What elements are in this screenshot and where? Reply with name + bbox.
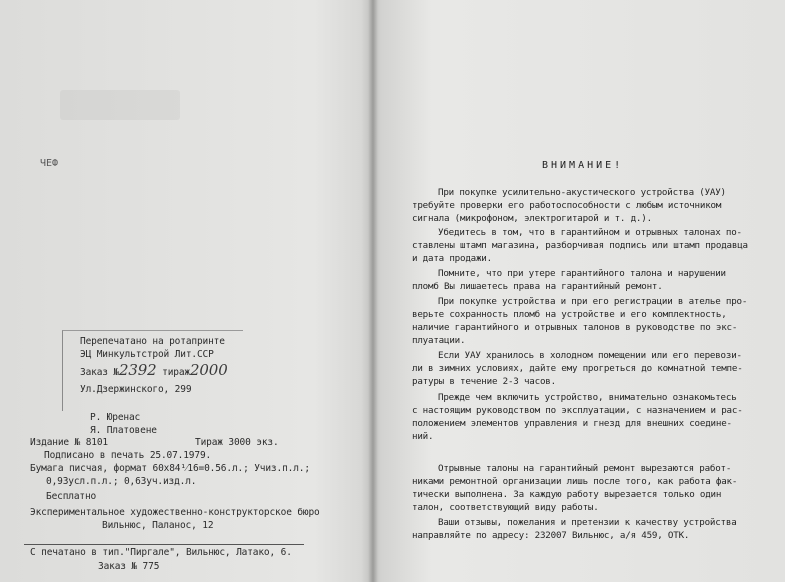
text-line-13: Если УАУ хранилось в холодном помещении или его перевози- [438,350,742,361]
text-line-4: Убедитесь в том, что в гарантийном и отрывных талонах по- [438,227,742,238]
left-page [0,0,372,582]
text-line-7: Помните, что при утере гарантийного талона и нарушении [438,268,726,279]
publisher: Экспериментальное художественно-конструкторское бюро [30,507,320,518]
stamp-address: Ул.Дзержинского, 299 [80,384,192,395]
text-line-14: ли в зимних условиях, дайте ему прогреться до комнатной темпе- [412,363,743,374]
text-line-18: положением элементов управления и гнезд для внешних соедине- [412,418,732,429]
signed-date: Подписано в печать 25.07.1979. [44,450,212,461]
text-line-12: плуатации. [412,335,466,346]
stamp-order-label: Заказ № [80,367,119,378]
printer-info: С печатано в тип."Пиргале", Вильнюс, Латако, 6. [30,547,292,558]
stamp-print-run-label: тираж [162,367,191,378]
printer-order: Заказ № 775 [98,561,160,572]
paper-format: Бумага писчая, формат 60х84¹⁄16=0.56.л.; Учиз.п.л.; [30,463,310,474]
text-line-11: наличие гарантийного и отрывных талонов в руководстве по экс- [412,322,738,333]
text-line-17: с настоящим руководством по эксплуатации, с назначением и рас- [412,405,743,416]
circulation: Тираж 3000 экз. [195,437,279,448]
text-line-3: сигнала (микрофоном, электрогитарой и т. д.). [412,213,652,224]
text-line-21: никами ремонтной организации лишь после того, как работа фак- [412,476,738,487]
page-mark: ЧЕФ [40,158,59,169]
text-line-8: пломб Вы лишаетесь права на гарантийный ремонт. [412,281,663,292]
separator-line [24,544,304,545]
text-line-15: ратуры в течение 2-3 часов. [412,376,556,387]
text-line-9: При покупке устройства и при его регистрации в ателье про- [438,296,748,307]
text-line-1: При покупке усилительно-акустического устройства (УАУ) [438,187,726,198]
price: Бесплатно [46,491,97,502]
text-line-19: ний. [412,431,434,442]
page-fold [368,0,378,582]
text-line-5: ставлены штамп магазина, разборчивая подпись или штамп продавца [412,240,748,251]
text-line-25: направляйте по адресу: 232007 Вильнюс, а/я 459, ОТК. [412,530,690,541]
stamp-print-run: 2000 [190,361,228,379]
text-line-23: талон, соответствующий виду работы. [412,502,599,513]
text-line-16: Прежде чем включить устройство, внимательно ознакомьтесь [438,392,737,403]
stamp-order-row [80,361,228,379]
publisher-address: Вильнюс, Паланос, 12 [102,520,214,531]
ink-smudge [60,90,180,120]
text-line-20: Отрывные талоны на гарантийный ремонт вырезаются работ- [438,463,732,474]
sheet-counts: 0,93усл.п.л.; 0,63уч.изд.л. [46,476,197,487]
text-line-2: требуйте проверки его работоспособности с любым источником [412,200,722,211]
text-line-10: верьте сохранность пломб на устройстве и его комплектность, [412,309,727,320]
stamp-order-number: 2392 [119,361,157,379]
text-line-6: и дата продажи. [412,253,492,264]
stamp-line-1: Перепечатано на ротапринте [80,336,225,347]
page-heading: ВНИМАНИЕ! [542,160,624,171]
text-line-24: Ваши отзывы, пожелания и претензии к качеству устройства [438,517,737,528]
editor-2: Я. Платовене [90,425,157,436]
text-line-22: тически выполнена. За каждую работу вырезается только один [412,489,722,500]
stamp-line-2: ЭЦ Минкультстрой Лит.ССР [80,349,214,360]
edition-number: Издание № 8101 [30,437,108,448]
editor-1: Р. Юренас [90,412,141,423]
